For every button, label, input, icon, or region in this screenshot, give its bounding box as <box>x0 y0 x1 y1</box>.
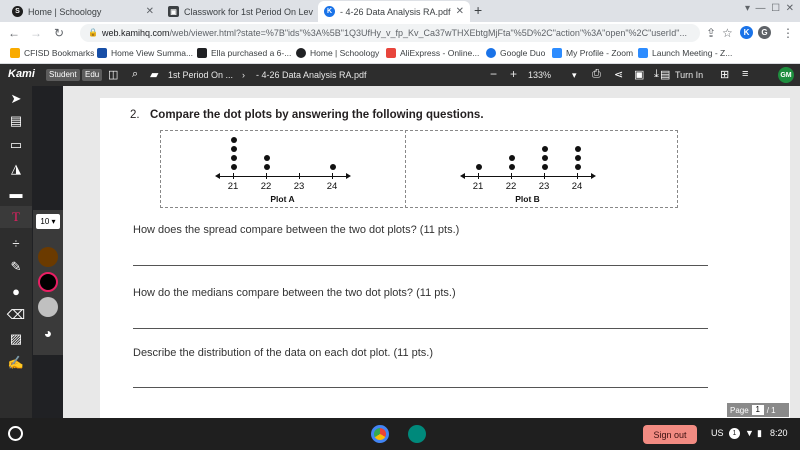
url-host: web.kamihq.com <box>102 28 170 38</box>
bookmark-duo[interactable] <box>486 48 545 58</box>
data-dot <box>575 164 581 170</box>
kami-toolbar <box>0 64 800 86</box>
breadcrumb-separator: › <box>242 70 245 80</box>
folder-icon[interactable]: ▰ <box>150 69 159 81</box>
answer-line-distribution[interactable] <box>133 387 708 388</box>
question-number: 2. <box>130 109 140 121</box>
bookmark-ella[interactable] <box>197 48 291 58</box>
classroom-favicon-icon: ▣ <box>168 6 179 17</box>
palette-icon[interactable]: ◕ <box>43 325 53 341</box>
color-swatch-gray[interactable] <box>38 297 58 317</box>
sign-out-button[interactable]: Sign out <box>643 425 697 444</box>
plot-label: Plot A <box>270 194 295 204</box>
schoology-favicon-icon: S <box>12 6 23 17</box>
plot-label: Plot B <box>515 194 540 204</box>
bookmark-label: Home View Summa... <box>111 48 194 58</box>
tick-label: 23 <box>293 181 305 192</box>
schoology-icon <box>296 48 306 58</box>
zoom-in-button[interactable]: + <box>510 67 518 81</box>
color-swatch-black[interactable] <box>38 272 58 292</box>
eraser-tool-icon[interactable]: ⌫ <box>6 307 26 322</box>
bookmark-aliexpress[interactable] <box>386 48 479 58</box>
page-icon <box>197 48 207 58</box>
axis-tick <box>233 173 234 179</box>
avatar[interactable]: GM <box>778 67 794 83</box>
data-dot <box>542 164 548 170</box>
sidebar-toggle-icon[interactable]: ◫ <box>108 69 119 81</box>
turn-in-icon[interactable]: ▤ <box>660 69 671 81</box>
data-dot <box>509 164 515 170</box>
tab-title: - 4-26 Data Analysis RA.pdf <box>340 6 451 17</box>
tool-rail <box>0 86 32 418</box>
axis-tick <box>478 173 479 179</box>
text-annotation-icon[interactable]: ▭ <box>9 137 23 152</box>
kami-favicon-icon: K <box>324 6 335 17</box>
tab-title: Home | Schoology <box>28 6 102 17</box>
tick-label: 24 <box>326 181 338 192</box>
tick-label: 22 <box>260 181 272 192</box>
question-spread: How does the spread compare between the two dot plots? (11 pts.) <box>133 224 460 236</box>
equation-tool-icon[interactable]: ÷ <box>12 235 20 251</box>
dot-plot-divider <box>405 130 406 208</box>
tick-label: 24 <box>571 181 583 192</box>
axis-tick <box>544 173 545 179</box>
kami-logo: Kami <box>8 68 35 80</box>
bookmark-label: Home | Schoology <box>310 48 380 58</box>
back-icon[interactable]: ← <box>8 26 20 40</box>
bookmark-zoom-profile[interactable] <box>552 48 633 58</box>
axis-line <box>464 176 591 177</box>
data-dot <box>231 164 237 170</box>
bookmark-label: My Profile - Zoom <box>566 48 634 58</box>
signature-tool-icon[interactable]: ✍ <box>7 355 25 370</box>
page-total: / 1 <box>766 405 776 415</box>
window-controls-icon[interactable]: ▾ — ☐ ✕ <box>744 3 794 14</box>
notification-badge[interactable]: 1 <box>729 428 740 439</box>
tab-schoology[interactable] <box>6 1 160 22</box>
axis-arrow-right <box>591 173 596 179</box>
bookmark-cfisd[interactable] <box>10 48 94 58</box>
dot-plot-a <box>210 132 355 208</box>
axis-line <box>219 176 346 177</box>
dot-plot-b <box>455 132 600 208</box>
wifi-icon[interactable]: ▼ <box>745 428 754 438</box>
axis-arrow-left <box>215 173 220 179</box>
address-bar-row <box>0 22 800 44</box>
menu-dots-icon[interactable]: ⋮ <box>782 26 794 40</box>
print-icon[interactable]: ⎙ <box>592 68 601 80</box>
zoom-level[interactable]: 133% <box>528 70 552 80</box>
duo-app-icon[interactable] <box>408 425 426 443</box>
page-indicator <box>727 403 789 417</box>
tab-kami-pdf[interactable] <box>318 1 470 22</box>
data-dot <box>264 155 270 161</box>
bookmark-schoology[interactable] <box>296 48 379 58</box>
data-dot <box>542 155 548 161</box>
markup-tool-icon[interactable]: ◮ <box>11 161 21 176</box>
close-tab-icon[interactable]: ✕ <box>455 6 464 17</box>
hamburger-menu-icon[interactable]: ≡ <box>742 68 749 80</box>
search-icon[interactable]: ⌕ <box>132 68 139 80</box>
answer-line-medians[interactable] <box>133 328 708 329</box>
text-options-panel <box>33 210 63 355</box>
data-dot <box>542 146 548 152</box>
tick-label: 21 <box>472 181 484 192</box>
share-icon[interactable]: ⋖ <box>614 69 624 81</box>
data-dot <box>231 146 237 152</box>
highlighter-tool-icon[interactable]: ▤ <box>9 113 23 128</box>
launcher-icon[interactable] <box>8 426 23 441</box>
data-dot <box>330 164 336 170</box>
axis-tick <box>577 173 578 179</box>
tick-label: 22 <box>505 181 517 192</box>
kami-extension-icon[interactable]: K <box>740 26 753 39</box>
axis-tick <box>511 173 512 179</box>
shapes-tool-icon[interactable]: ● <box>12 283 20 299</box>
axis-tick <box>266 173 267 179</box>
font-size-select[interactable]: 10 ▾ <box>36 214 60 229</box>
tab-title: Classwork for 1st Period On Lev <box>184 6 314 17</box>
question-heading: Compare the dot plots by answering the following questions. <box>150 109 484 121</box>
battery-icon[interactable]: ▮ <box>757 428 762 438</box>
bookmark-home-view[interactable] <box>97 48 193 58</box>
bookmark-label: Launch Meeting - Z... <box>652 48 733 58</box>
close-tab-icon[interactable]: ✕ <box>145 6 154 17</box>
question-medians: How do the medians compare between the two dot plots? (11 pts.) <box>133 287 456 299</box>
lock-icon: 🔒 <box>88 28 98 37</box>
drawing-tool-icon[interactable]: ✎ <box>10 259 22 274</box>
comment-tool-icon[interactable]: ▬ <box>9 185 23 201</box>
clock[interactable]: 8:20 <box>770 428 788 438</box>
reload-icon[interactable]: ↻ <box>54 26 65 40</box>
duo-icon <box>486 48 496 58</box>
chrome-icon[interactable] <box>371 425 389 443</box>
zoom-icon <box>638 48 648 58</box>
save-icon[interactable]: ▣ <box>634 69 645 81</box>
text-tool-icon[interactable]: T <box>0 206 32 228</box>
url-field[interactable] <box>80 24 700 42</box>
os-shelf <box>0 418 800 450</box>
data-dot <box>231 155 237 161</box>
axis-tick <box>299 173 300 179</box>
data-dot <box>509 155 515 161</box>
download-icon[interactable]: ⤓ <box>654 68 659 80</box>
bookmark-label: AliExpress - Online... <box>400 48 480 58</box>
file-name[interactable]: - 4-26 Data Analysis RA.pdf <box>256 70 367 80</box>
tab-classwork[interactable] <box>162 1 316 22</box>
zoom-icon <box>552 48 562 58</box>
tab-strip <box>0 0 800 22</box>
add-media-icon[interactable]: ▨ <box>9 331 23 346</box>
student-badge: Student <box>46 69 80 81</box>
axis-tick <box>332 173 333 179</box>
bookmark-label: Ella purchased a 6-... <box>211 48 292 58</box>
color-swatch-brown[interactable] <box>38 247 58 267</box>
edu-badge: Edu <box>82 69 102 81</box>
data-dot <box>575 146 581 152</box>
axis-arrow-left <box>460 173 465 179</box>
bookmark-star-icon[interactable]: ☆ <box>722 26 733 40</box>
breadcrumb-class[interactable]: 1st Period On ... <box>168 70 234 80</box>
page-label: Page <box>730 405 749 415</box>
bookmark-label: Google Duo <box>500 48 546 58</box>
zoom-out-button[interactable]: − <box>490 67 498 81</box>
folder-icon <box>10 48 20 58</box>
turn-in-button[interactable]: Turn In <box>675 70 704 80</box>
question-distribution: Describe the distribution of the data on each dot plot. (11 pts.) <box>133 347 434 359</box>
aliexpress-icon <box>386 48 396 58</box>
url-path: /web/viewer.html?state=%7B"ids"%3A%5B"1Q3UfHy_v_fp_Kv_Ca37wTHXEbtgMjFta"%5D%2C"action"%3A"open"%2C"userId"... <box>169 28 687 38</box>
settings-icon[interactable]: ⊞ <box>720 69 730 81</box>
share-icon[interactable]: ⇪ <box>706 26 717 40</box>
bookmark-zoom-launch[interactable] <box>638 48 732 58</box>
data-dot <box>575 155 581 161</box>
page-number-input[interactable]: 1 <box>752 405 764 415</box>
answer-line-spread[interactable] <box>133 265 708 266</box>
chevron-down-icon[interactable]: ▾ <box>572 70 577 80</box>
axis-arrow-right <box>346 173 351 179</box>
tick-label: 21 <box>227 181 239 192</box>
bookmark-label: CFISD Bookmarks <box>24 48 95 58</box>
select-tool-icon[interactable]: ➤ <box>10 91 22 106</box>
forward-icon[interactable]: → <box>30 26 42 40</box>
tick-label: 23 <box>538 181 550 192</box>
hac-icon <box>97 48 107 58</box>
locale-indicator[interactable]: US <box>711 428 724 438</box>
data-dot <box>264 164 270 170</box>
new-tab-button[interactable]: + <box>474 2 483 18</box>
data-dot <box>476 164 482 170</box>
data-dot <box>231 137 237 143</box>
extension-icon[interactable]: G <box>758 26 771 39</box>
bookmarks-bar <box>0 44 800 64</box>
